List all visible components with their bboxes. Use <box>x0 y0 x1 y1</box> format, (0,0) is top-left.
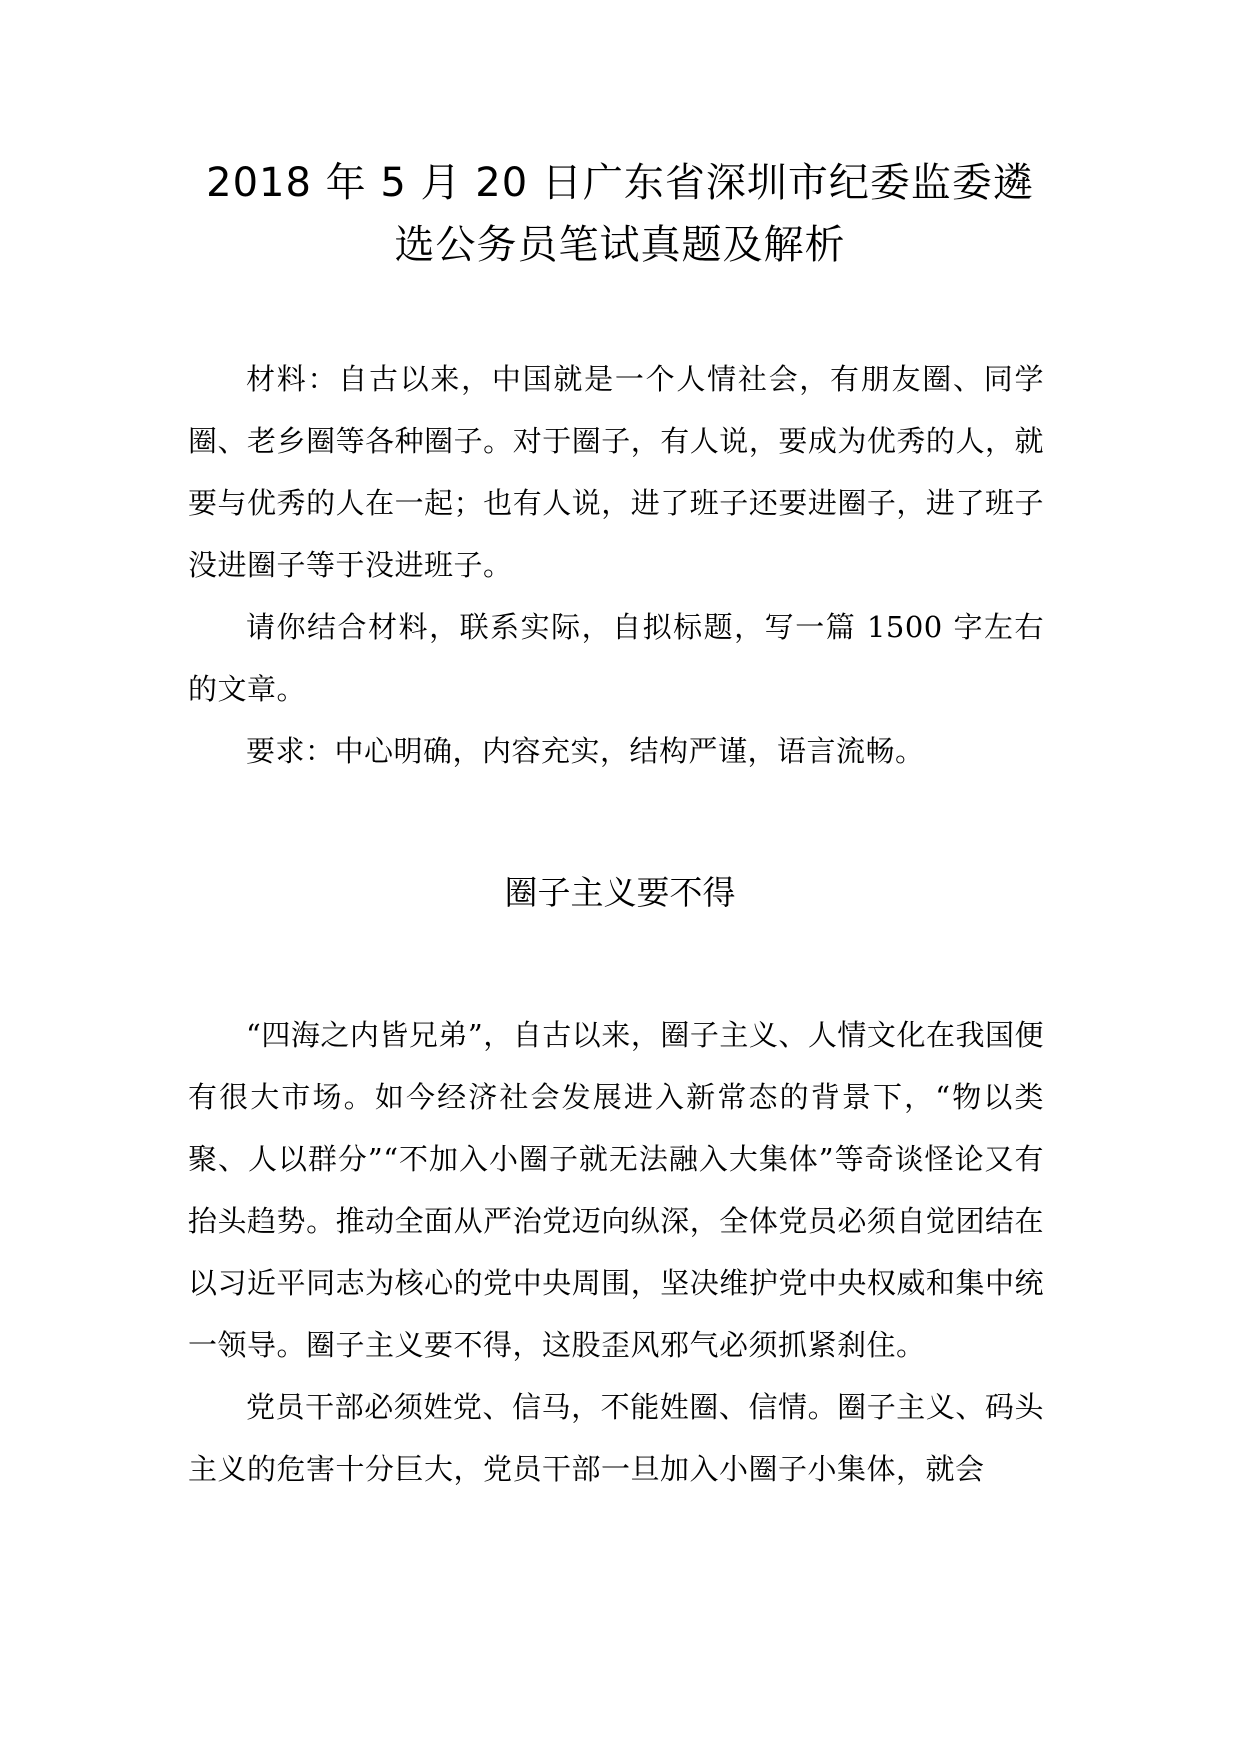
document-title-line-2: 选公务员笔试真题及解析 <box>394 222 846 268</box>
document-title-line-1: 2018 年 5 月 20 日广东省深圳市纪委监委遴 <box>206 160 1034 206</box>
document-title <box>150 152 1090 276</box>
essay-paragraph: 党员干部必须姓党、信马，不能姓圈、信情。圈子主义、码头主义的危害十分巨大，党员干部一旦加入小圈子小集体，就会 <box>188 1390 1044 1486</box>
material-paragraph: 材料：自古以来，中国就是一个人情社会，有朋友圈、同学圈、老乡圈等各种圈子。对于圈子，有人说，要成为优秀的人，就要与优秀的人在一起；也有人说，进了班子还要进圈子，进了班子没进圈子等于没进班子。 <box>188 362 1044 582</box>
essay-body <box>188 1004 1044 1500</box>
essay-paragraph: “四海之内皆兄弟”，自古以来，圈子主义、人情文化在我国便有很大市场。如今经济社会发展进入新常态的背景下，“物以类聚、人以群分”“不加入小圈子就无法融入大集体”等奇谈怪论又有抬头趋势。推动全面从严治党迈向纵深，全体党员必须自觉团结在以习近平同志为核心的党中央周围，坚决维护党中央权威和集中统一领导。圈子主义要不得，这股歪风邪气必须抓紧刹住。 <box>188 1018 1044 1362</box>
essay-title: 圈子主义要不得 <box>504 873 736 912</box>
task-paragraph: 请你结合材料，联系实际，自拟标题，写一篇 1500 字左右的文章。 <box>188 610 1044 706</box>
requirement-paragraph: 要求：中心明确，内容充实，结构严谨，语言流畅。 <box>246 734 925 768</box>
material-section <box>188 348 1044 782</box>
